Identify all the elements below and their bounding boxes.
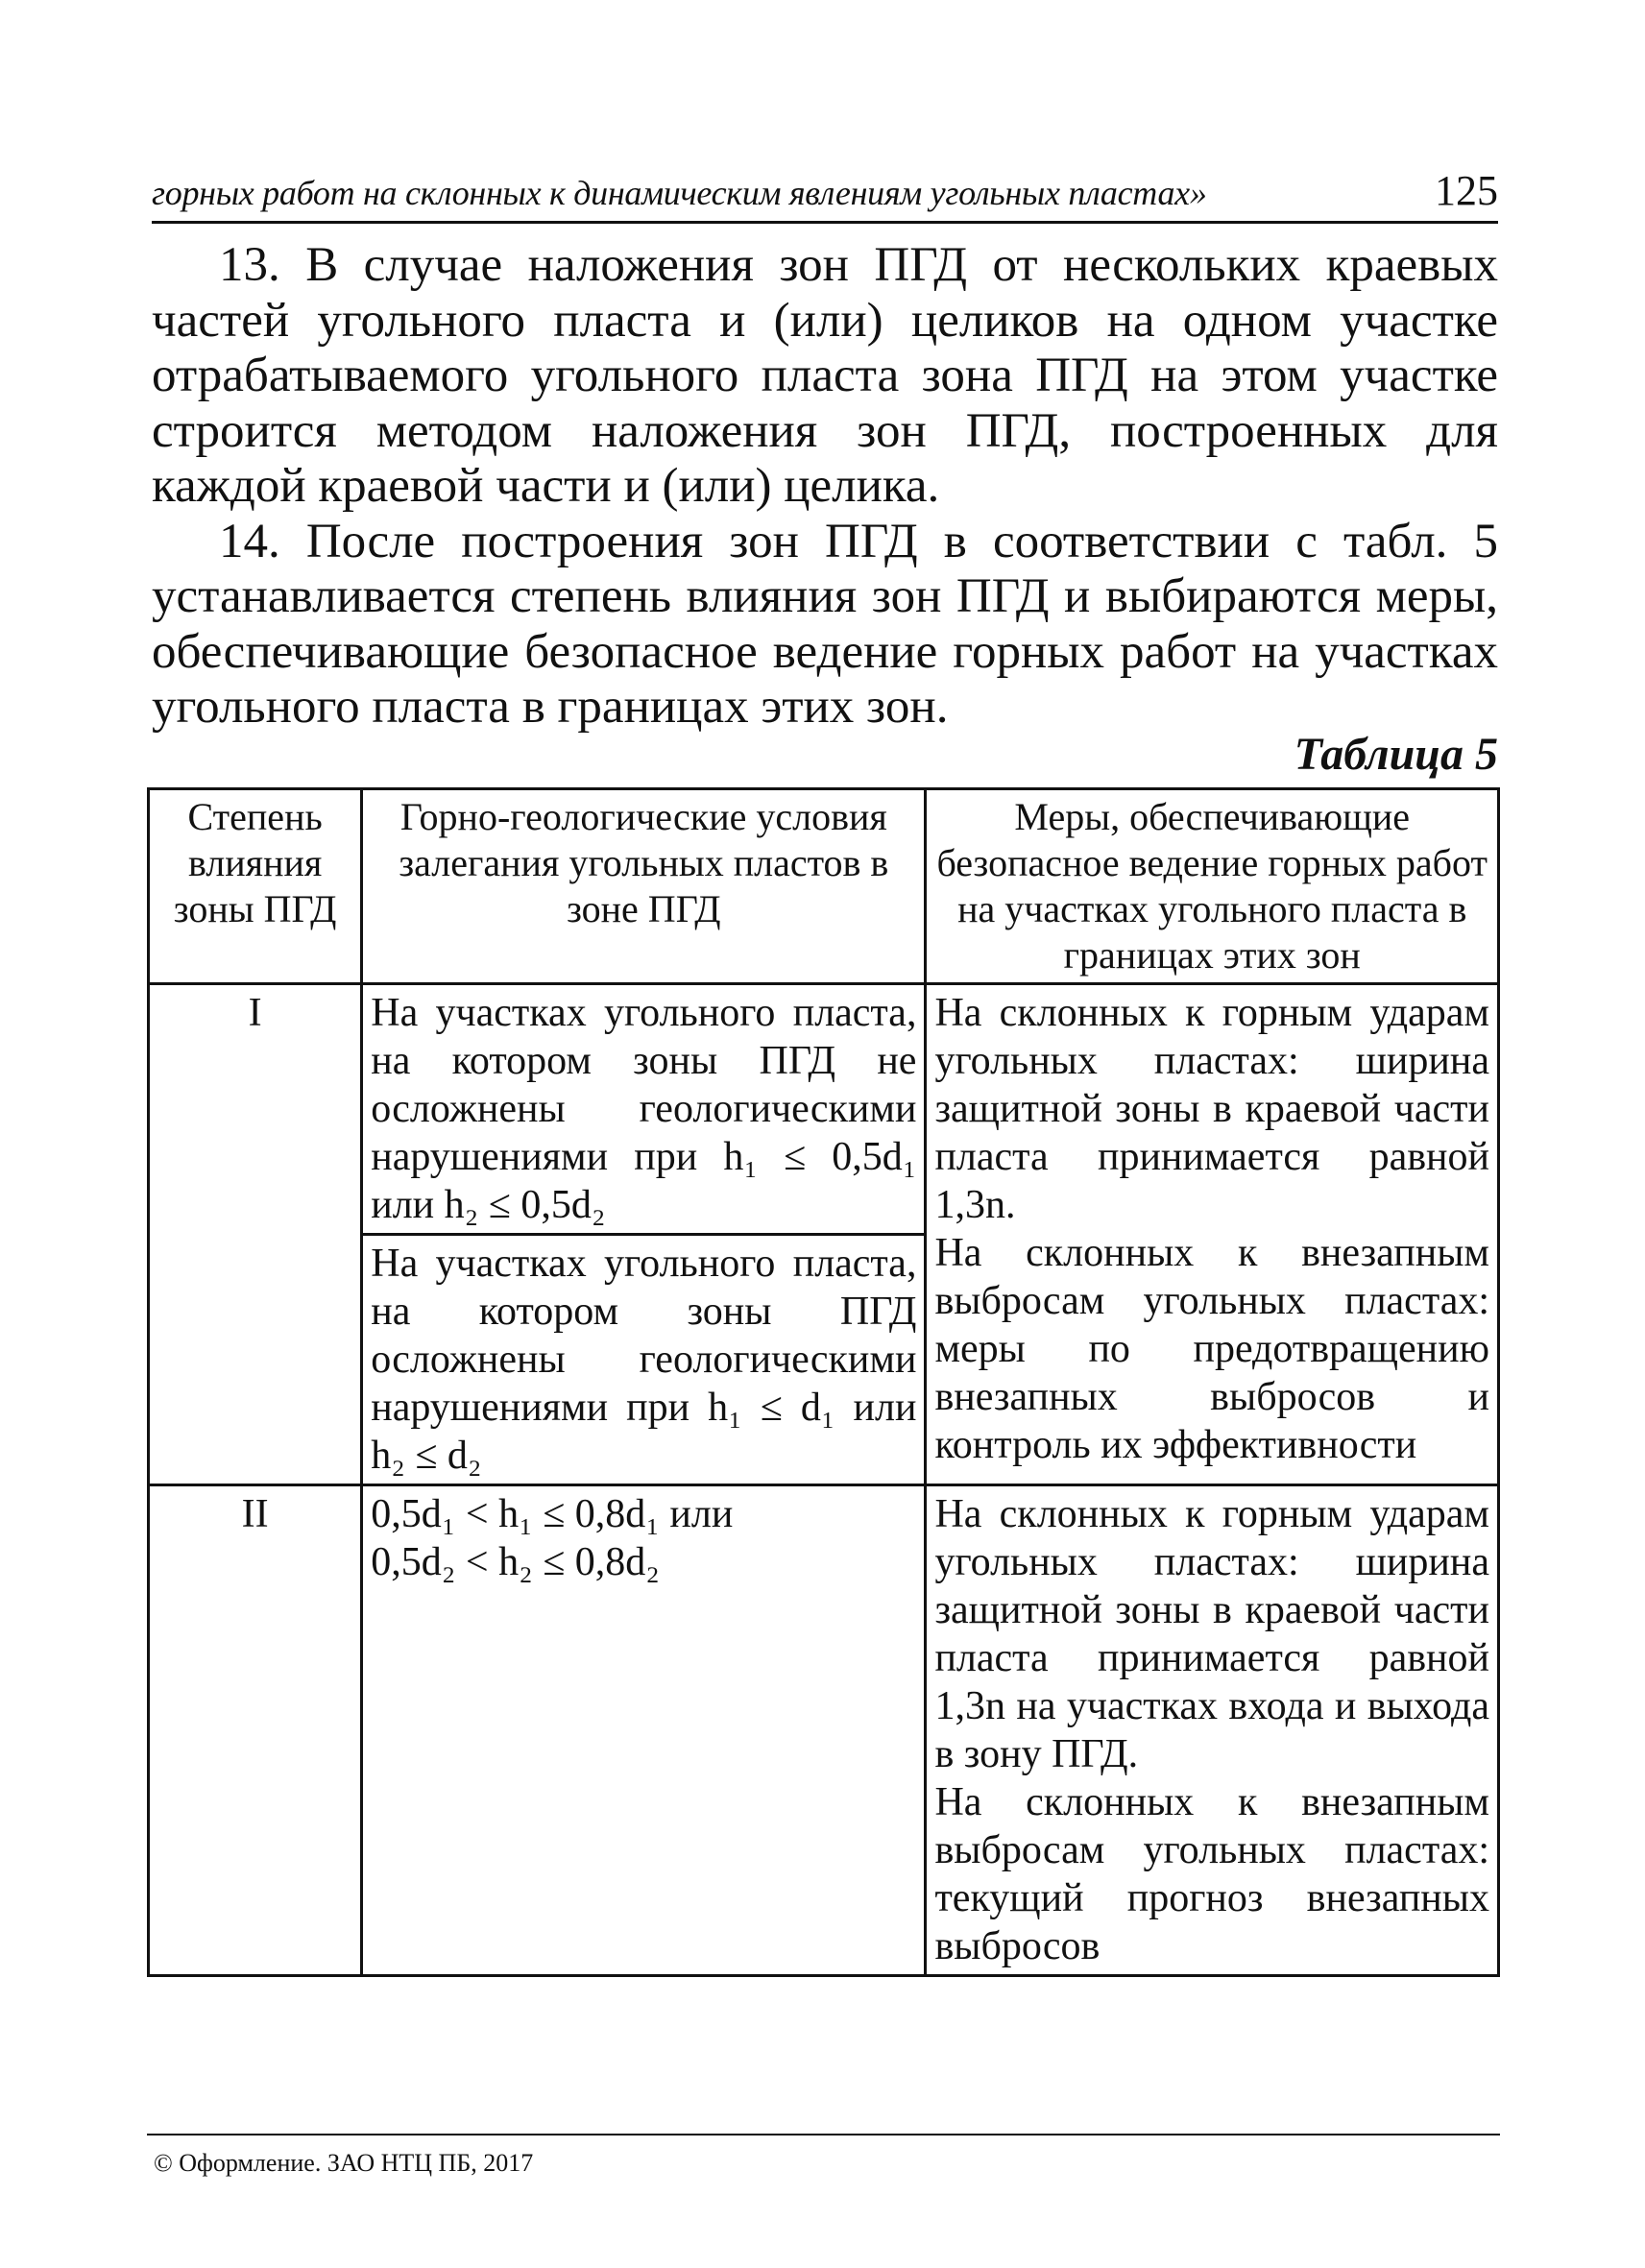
measure-outburst: На склонных к внезапным выбросам угольных пластах: текущий прогноз внезапных выбросов bbox=[934, 1780, 1489, 1968]
table-row bbox=[149, 984, 1499, 1235]
measure-outburst: На склонных к внезапным выбросам угольных пластах: меры по предотвращению внезапных выбросов и контроль их эффективности bbox=[934, 1231, 1489, 1467]
condition-cell: На участках угольного пласта, на котором зоны ПГД осложнены геологическими нарушениями при h₁ ≤ d₁ или h₂ ≤ d₂ bbox=[362, 1235, 926, 1485]
condition-formula-2: 0,5d₂ < h₂ ≤ 0,8d₂ bbox=[371, 1540, 660, 1584]
header-measures: Меры, обеспечивающие безопасное ведение горных работ на участках угольного пласта в границах этих зон bbox=[926, 789, 1499, 984]
measure-cell bbox=[926, 984, 1499, 1485]
body-text bbox=[152, 238, 1498, 736]
table-header-row bbox=[149, 789, 1499, 984]
degree-cell: II bbox=[149, 1485, 362, 1976]
condition-cell bbox=[362, 1485, 926, 1976]
header-conditions: Горно-геологические условия залегания угольных пластов в зоне ПГД bbox=[362, 789, 926, 984]
page-number: 125 bbox=[1435, 167, 1498, 214]
measure-rockburst: На склонных к горным ударам угольных пластах: ширина защитной зоны в краевой части пласта принимается равной 1,3n. bbox=[934, 991, 1489, 1227]
measure-rockburst: На склонных к горным ударам угольных пластах: ширина защитной зоны в краевой части пласта принимается равной 1,3n на участках входа и выхода в зону ПГД. bbox=[934, 1492, 1489, 1776]
degree-cell: I bbox=[149, 984, 362, 1485]
header-degree: Степень влияния зоны ПГД bbox=[149, 789, 362, 984]
footer-divider bbox=[147, 2134, 1500, 2135]
zone-influence-table bbox=[147, 787, 1500, 1977]
running-title: горных работ на склонных к динамическим явлениям угольных пластах» bbox=[152, 174, 1207, 212]
paragraph-14: 14. После построения зон ПГД в соответствии с табл. 5 устанавливается степень влияния зон ПГД и выбираются меры, обеспечивающие безопасное ведение горных работ на участках угольного пласта в границах этих зон. bbox=[152, 514, 1498, 734]
condition-formula-1: 0,5d₁ < h₁ ≤ 0,8d₁ или bbox=[371, 1492, 734, 1536]
condition-cell: На участках угольного пласта, на котором зоны ПГД не осложнены геологическими нарушениями при h₁ ≤ 0,5d₁ или h₂ ≤ 0,5d₂ bbox=[362, 984, 926, 1235]
running-header bbox=[152, 163, 1498, 224]
footer-copyright: © Оформление. ЗАО НТЦ ПБ, 2017 bbox=[154, 2149, 534, 2177]
table-caption: Таблица 5 bbox=[1294, 729, 1498, 780]
paragraph-13: 13. В случае наложения зон ПГД от нескольких краевых частей угольного пласта и (или) целиков на одном участке отрабатываемого угольного пласта зона ПГД на этом участке строится методом наложения зон ПГД, построенных для каждой краевой части и (или) целика. bbox=[152, 238, 1498, 513]
measure-cell bbox=[926, 1485, 1499, 1976]
table-row bbox=[149, 1485, 1499, 1976]
